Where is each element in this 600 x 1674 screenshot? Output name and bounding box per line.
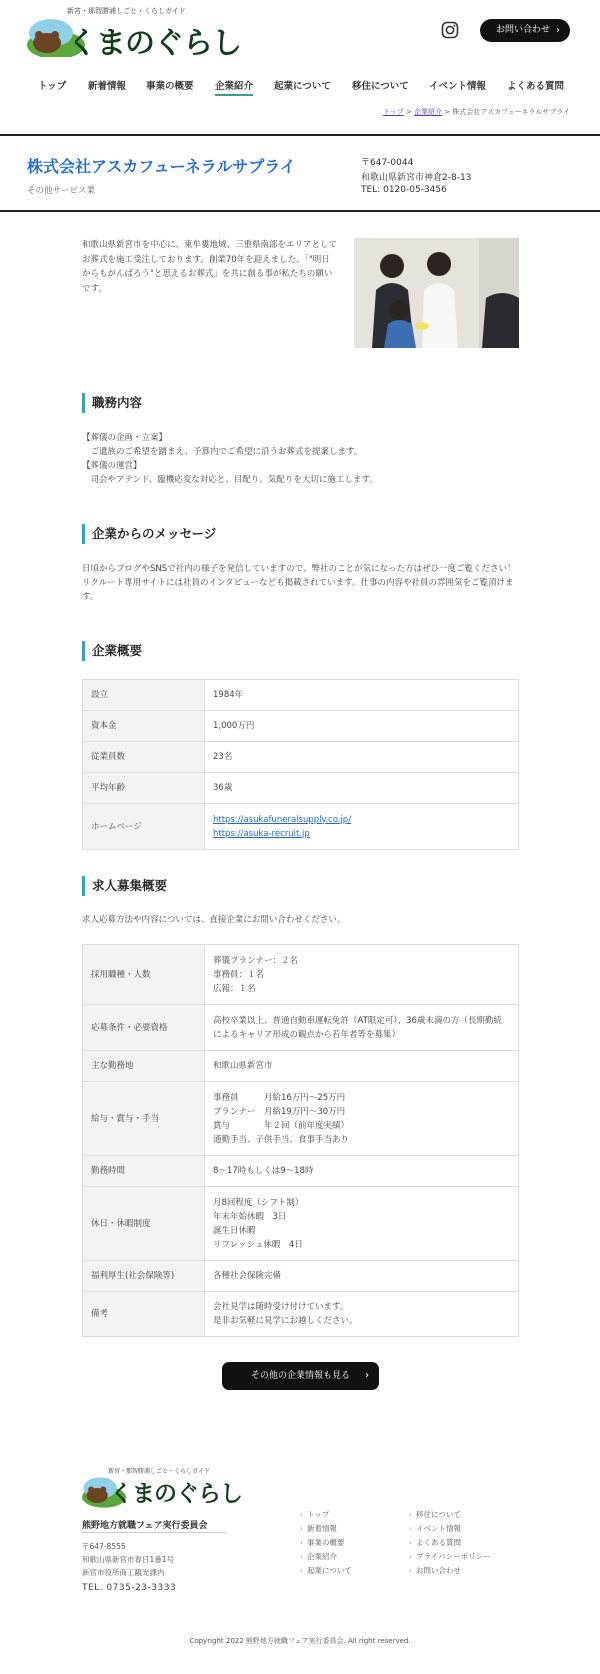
footer-link-top[interactable] bbox=[300, 1509, 329, 1520]
more-companies-button[interactable] bbox=[222, 1362, 379, 1390]
homepage-link[interactable]: https://asukafuneralsupply.co.jp/ bbox=[213, 814, 352, 825]
nav-item-companies[interactable]: 企業紹介 bbox=[215, 78, 253, 96]
footer-link-privacy[interactable] bbox=[409, 1551, 491, 1562]
duties-line: 司会やアテンド、臨機応変な対応と、目配り、気配りを大切に施工します。 bbox=[82, 475, 378, 485]
footer-link-migration[interactable] bbox=[409, 1509, 461, 1520]
footer-link-label: 企業紹介 bbox=[307, 1552, 337, 1561]
chevron-right-icon: › bbox=[409, 1538, 412, 1547]
chevron-right-icon: › bbox=[365, 1370, 369, 1381]
footer-link-label: 事業の概要 bbox=[307, 1538, 345, 1547]
table-row bbox=[83, 742, 519, 773]
contact-button-label: お問い合わせ bbox=[496, 25, 551, 35]
recruit-value bbox=[205, 1187, 519, 1261]
chevron-right-icon: › bbox=[300, 1510, 303, 1519]
chevron-right-icon: › bbox=[409, 1566, 412, 1575]
recruit-line: 事務員 月給16万円〜25万円 bbox=[213, 1092, 346, 1103]
footer-link-business[interactable] bbox=[300, 1537, 345, 1548]
overview-table bbox=[82, 679, 519, 850]
duties-heading: 職務内容 bbox=[82, 393, 142, 413]
main-nav bbox=[28, 78, 573, 94]
chevron-right-icon: › bbox=[409, 1510, 412, 1519]
chevron-right-icon: › bbox=[300, 1538, 303, 1547]
recruit-table bbox=[82, 944, 519, 1337]
recruit-line: 会社見学は随時受け付けています。 bbox=[213, 1302, 349, 1312]
recruit-value: 各種社会保険完備 bbox=[205, 1261, 519, 1292]
recruit-line: 年末年始休暇 3日 bbox=[213, 1211, 287, 1222]
recruit-value: 高校卒業以上、普通自動車運転免許（AT限定可）、36歳未満の方（長期勤続によるキャリア形成の観点から若年者等を募集） bbox=[205, 1005, 519, 1051]
overview-value bbox=[205, 804, 519, 850]
overview-label: 従業員数 bbox=[83, 742, 205, 773]
logo-text: くまのぐらし bbox=[110, 1481, 242, 1507]
company-postal: 〒647-0044 bbox=[361, 158, 414, 168]
nav-item-news[interactable]: 新着情報 bbox=[88, 81, 127, 92]
table-row bbox=[83, 711, 519, 742]
logo-tagline: 新宮・那智勝浦しごと・くらしガイド bbox=[108, 1468, 210, 1475]
recruit-value bbox=[205, 1292, 519, 1337]
company-intro: 和歌山県新宮市を中心に、東牟婁地域、三重県南部をエリアとしてお葬式を施工受注しております。創業70年を迎えました。「"明日からもがんばろう"と思えるお葬式」を共に創る事が私たちの願いです。 bbox=[82, 240, 338, 294]
table-row bbox=[83, 1187, 519, 1261]
recruit-line: 月8回程度（シフト制） bbox=[213, 1197, 304, 1208]
footer-link-label: よくある質問 bbox=[416, 1538, 461, 1547]
duties-line: 【葬儀の運営】 bbox=[82, 461, 142, 471]
more-companies-label: その他の企業情報も見る bbox=[250, 1371, 350, 1381]
breadcrumb-home[interactable]: トップ bbox=[382, 108, 404, 116]
company-address: 和歌山県新宮市神倉2-8-13 bbox=[361, 173, 472, 183]
recruit-line: 賞与 年２回（前年度実績） bbox=[213, 1120, 350, 1131]
recruit-value: 和歌山県新宮市 bbox=[205, 1051, 519, 1082]
chevron-right-icon: › bbox=[556, 25, 560, 36]
footer-link-contact[interactable] bbox=[409, 1565, 461, 1576]
footer-postal: 〒647-8555 bbox=[82, 1542, 126, 1551]
nav-item-startup[interactable]: 起業について bbox=[274, 81, 331, 92]
footer-link-label: お問い合わせ bbox=[416, 1566, 461, 1575]
footer-link-label: プライバシーポリシー bbox=[416, 1552, 491, 1561]
recruit-label: 勤務時間 bbox=[83, 1156, 205, 1187]
recruit-label: 主な勤務地 bbox=[83, 1051, 205, 1082]
overview-label: 資本金 bbox=[83, 711, 205, 742]
overview-value: 36歳 bbox=[205, 773, 519, 804]
table-row bbox=[83, 804, 519, 850]
message-body: 日頃からブログやSNSで社内の様子を発信していますので、弊社のことが気になった方はぜひ一度ご覧ください！リクルート専用サイトには社員のインタビューなども掲載されています。仕事の内容や社員の雰囲気をご覧頂けます。 bbox=[82, 564, 516, 602]
table-row bbox=[83, 1261, 519, 1292]
footer-link-label: 起業について bbox=[307, 1566, 352, 1575]
company-tel: TEL: 0120-05-3456 bbox=[361, 185, 447, 195]
contact-button[interactable] bbox=[480, 19, 570, 42]
recruit-heading: 求人募集概要 bbox=[82, 876, 167, 896]
duties-body bbox=[82, 431, 522, 487]
table-row bbox=[83, 773, 519, 804]
nav-item-business[interactable]: 事業の概要 bbox=[146, 81, 194, 92]
recruit-label: 応募条件・必要資格 bbox=[83, 1005, 205, 1051]
footer-address-dept: 新宮市役所商工観光課内 bbox=[82, 1568, 165, 1577]
site-logo[interactable] bbox=[27, 3, 241, 61]
table-row bbox=[83, 1051, 519, 1082]
recruit-line: 葬儀プランナー：２名 bbox=[213, 955, 299, 966]
breadcrumb-current: 株式会社アスカフューネラルサプライ bbox=[452, 108, 570, 116]
recruit-note: 求人応募方法や内容については、直接企業にお問い合わせください。 bbox=[82, 915, 346, 925]
chevron-right-icon: › bbox=[409, 1552, 412, 1561]
nav-item-top[interactable]: トップ bbox=[38, 81, 67, 92]
duties-line: ご遺族のご希望を踏まえ、予算内でご希望に沿うお葬式を提案します。 bbox=[82, 447, 363, 457]
footer-divider bbox=[82, 1532, 227, 1533]
recruit-value: 8〜17時もしくは9〜18時 bbox=[205, 1156, 519, 1187]
recruit-label: 備考 bbox=[83, 1292, 205, 1337]
footer-link-label: 新着情報 bbox=[307, 1524, 337, 1533]
company-name: 株式会社アスカフューネラルサプライ bbox=[27, 157, 296, 176]
table-row bbox=[83, 1082, 519, 1156]
chevron-right-icon: › bbox=[300, 1524, 303, 1533]
nav-item-faq[interactable]: よくある質問 bbox=[507, 81, 565, 92]
overview-value: 1,000万円 bbox=[205, 711, 519, 742]
breadcrumb-separator: > bbox=[403, 108, 415, 116]
footer-link-label: 移住について bbox=[416, 1510, 461, 1519]
recruit-value bbox=[205, 945, 519, 1005]
staff-photo-illustration bbox=[354, 238, 519, 348]
recruit-label: 採用職種・人数 bbox=[83, 945, 205, 1005]
chevron-right-icon: › bbox=[409, 1524, 412, 1533]
message-heading: 企業からのメッセージ bbox=[82, 524, 216, 544]
recruit-line: 事務員：１名 bbox=[213, 969, 265, 980]
footer-link-companies[interactable] bbox=[300, 1551, 337, 1562]
company-category: その他サービス業 bbox=[27, 186, 96, 196]
footer-link-faq[interactable] bbox=[409, 1537, 461, 1548]
recruit-line: プランナー 月給19万円〜30万円 bbox=[213, 1106, 346, 1117]
recruit-line: リフレッシュ休暇 4日 bbox=[213, 1239, 303, 1250]
footer-link-label: トップ bbox=[307, 1510, 330, 1519]
recruit-value bbox=[205, 1082, 519, 1156]
recruit-line: 通勤手当、子供手当、食事手当あり bbox=[213, 1134, 350, 1145]
recruit-label: 給与・賞与・手当 bbox=[83, 1082, 205, 1156]
overview-value: 1984年 bbox=[205, 680, 519, 711]
instagram-icon[interactable] bbox=[441, 21, 459, 39]
recruit-line: 誕生日休暇 bbox=[213, 1225, 256, 1236]
breadcrumb-section[interactable]: 企業紹介 bbox=[414, 108, 443, 116]
overview-label: 設立 bbox=[83, 680, 205, 711]
table-row bbox=[83, 945, 519, 1005]
overview-label: ホームページ bbox=[83, 804, 205, 850]
table-row bbox=[83, 1005, 519, 1051]
duties-line: 【葬儀の企画・立案】 bbox=[82, 433, 168, 443]
footer-logo[interactable] bbox=[82, 1465, 242, 1511]
footer-link-label: イベント情報 bbox=[416, 1524, 461, 1533]
table-row bbox=[83, 1156, 519, 1187]
breadcrumb bbox=[383, 107, 570, 117]
table-row bbox=[83, 680, 519, 711]
table-row bbox=[83, 1292, 519, 1337]
footer-link-events[interactable] bbox=[409, 1523, 461, 1534]
chevron-right-icon: › bbox=[300, 1552, 303, 1561]
overview-label: 平均年齢 bbox=[83, 773, 205, 804]
breadcrumb-separator: > bbox=[442, 108, 453, 116]
overview-value: 23名 bbox=[205, 742, 519, 773]
nav-item-migration[interactable]: 移住について bbox=[352, 81, 409, 92]
footer-organization: 熊野地方就職フェア実行委員会 bbox=[82, 1521, 208, 1531]
recruit-line: 広報：１名 bbox=[213, 983, 256, 994]
recruit-line: 是非お気軽に見学にお越しください。 bbox=[213, 1316, 358, 1326]
copyright: Copyright 2022 熊野地方就職フェア実行委員会. All right reserved. bbox=[189, 1637, 411, 1645]
footer-link-news[interactable] bbox=[300, 1523, 337, 1534]
company-photo bbox=[354, 238, 519, 348]
logo-text: くまのぐらし bbox=[67, 26, 241, 61]
recruit-label: 休日・休暇制度 bbox=[83, 1187, 205, 1261]
nav-item-events[interactable]: イベント情報 bbox=[429, 81, 487, 92]
footer-address: 和歌山県新宮市春日1番1号 bbox=[82, 1555, 175, 1564]
footer-link-startup[interactable] bbox=[300, 1565, 352, 1576]
site-header bbox=[0, 0, 600, 134]
recruit-site-link[interactable]: https://asuka-recruit.jp bbox=[213, 828, 310, 839]
footer-tel: TEL. 0735-23-3333 bbox=[82, 1583, 177, 1593]
recruit-label: 福利厚生(社会保険等) bbox=[83, 1261, 205, 1292]
company-header bbox=[0, 134, 600, 212]
logo-tagline: 新宮・那智勝浦しごと・くらしガイド bbox=[67, 7, 186, 15]
chevron-right-icon: › bbox=[300, 1566, 303, 1575]
overview-heading: 企業概要 bbox=[82, 641, 142, 661]
